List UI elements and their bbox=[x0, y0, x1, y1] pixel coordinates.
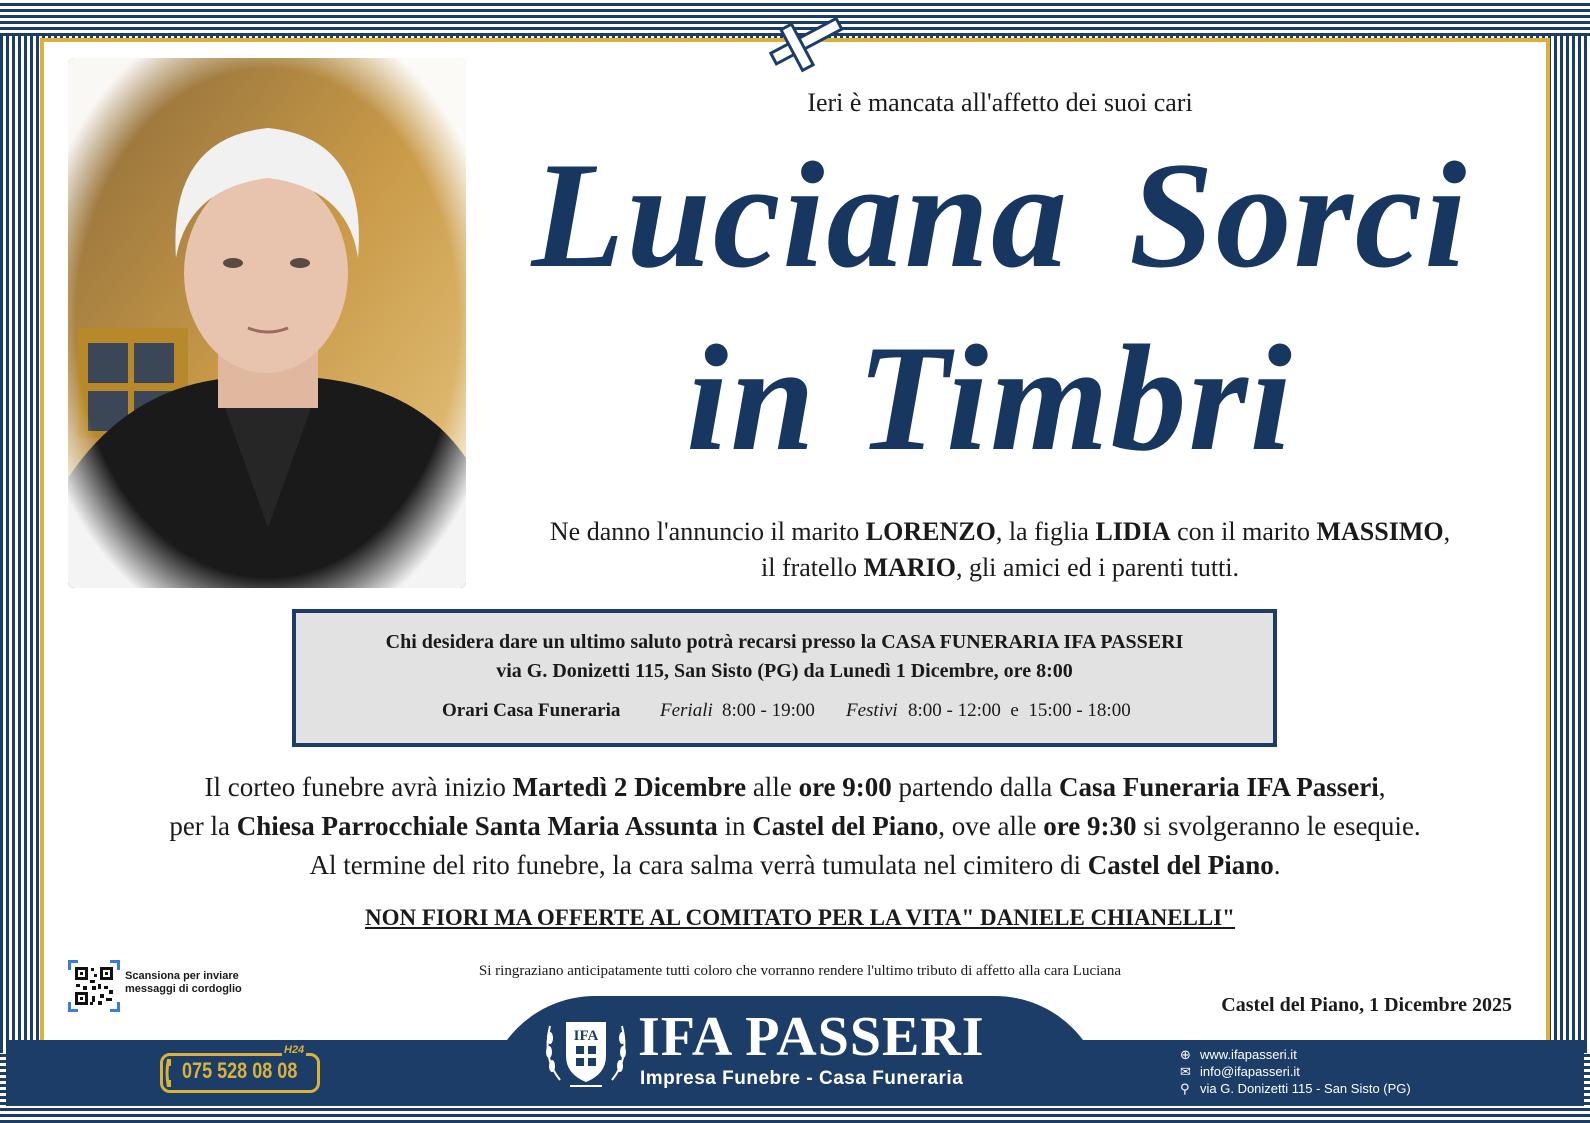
daughter-name: LIDIA bbox=[1095, 517, 1171, 546]
son-in-law-name: MASSIMO bbox=[1316, 517, 1444, 546]
ifa-logo-icon bbox=[540, 1008, 632, 1090]
location-pin-icon: ⚲ bbox=[1180, 1081, 1190, 1096]
weekday-label: Feriali bbox=[660, 700, 713, 721]
address: ⚲ via G. Donizetti 115 - San Sisto (PG) bbox=[1180, 1081, 1411, 1096]
deceased-name: Luciana Sorci bbox=[531, 131, 1469, 299]
brand-name: IFA PASSERI bbox=[638, 1006, 985, 1068]
visitation-info-box bbox=[292, 609, 1277, 747]
place-date: Castel del Piano, 1 Dicembre 2025 bbox=[1221, 994, 1512, 1016]
website-link[interactable]: ⊕ www.ifapasseri.it bbox=[1180, 1047, 1297, 1062]
phone-icon bbox=[162, 1055, 182, 1091]
hours-label: Orari Casa Funeraria bbox=[442, 700, 621, 721]
holiday-hours: 8:00 - 12:00 e 15:00 - 18:00 bbox=[908, 700, 1131, 721]
qr-caption: Scansiona per inviare messaggi di cordoglio bbox=[125, 970, 242, 995]
qr-code-icon[interactable] bbox=[68, 960, 120, 1012]
announcement: Ne danno l'annuncio il marito LORENZO, la figlia LIDIA con il marito MASSIMO, il fratello MARIO, gli amici ed i parenti tutti. bbox=[549, 517, 1451, 582]
svg-text:IFA: IFA bbox=[573, 1028, 599, 1044]
envelope-icon: ✉ bbox=[1180, 1064, 1191, 1079]
brand-subtitle: Impresa Funebre - Casa Funeraria bbox=[640, 1068, 964, 1089]
intro-text: Ieri è mancata all'affetto dei suoi cari bbox=[807, 88, 1193, 117]
thanks-note: Si ringraziano anticipatamente tutti coloro che vorranno rendere l'ultimo tributo di affetto alla cara Luciana bbox=[478, 963, 1122, 979]
holiday-label: Festivi bbox=[846, 700, 898, 721]
h24-badge: H24 bbox=[284, 1044, 305, 1056]
phone-number[interactable]: 075 528 08 08 bbox=[182, 1058, 298, 1083]
no-flowers-note: NON FIORI MA OFFERTE AL COMITATO PER LA VITA" DANIELE CHIANELLI" bbox=[365, 905, 1235, 930]
deceased-married-name: in Timbri bbox=[686, 314, 1294, 482]
husband-name: LORENZO bbox=[865, 517, 996, 546]
weekday-hours: 8:00 - 19:00 bbox=[722, 700, 815, 721]
visitation-line-2: via G. Donizetti 115, San Sisto (PG) da Lunedì 1 Dicembre, ore 8:00 bbox=[496, 660, 1073, 682]
funeral-details: Il corteo funebre avrà inizio Martedì 2 Dicembre alle ore 9:00 partendo dalla Casa Funeraria IFA Passeri, per la Chiesa Parrocchiale Santa Maria Assunta in Castel del Piano, ove alle ore 9:30 si svolgeranno le esequie. Al termine del rito funebre, la cara salma verrà tumulata nel cimitero di Castel del Piano. bbox=[169, 772, 1421, 880]
email-link[interactable]: ✉ info@ifapasseri.it bbox=[1180, 1064, 1300, 1079]
visitation-line-1: Chi desidera dare un ultimo saluto potrà recarsi presso la CASA FUNERARIA IFA PASSERI bbox=[385, 631, 1184, 653]
globe-icon: ⊕ bbox=[1180, 1047, 1191, 1062]
cross-icon bbox=[750, 8, 860, 78]
brother-name: MARIO bbox=[863, 553, 956, 582]
portrait-photo bbox=[68, 58, 466, 588]
